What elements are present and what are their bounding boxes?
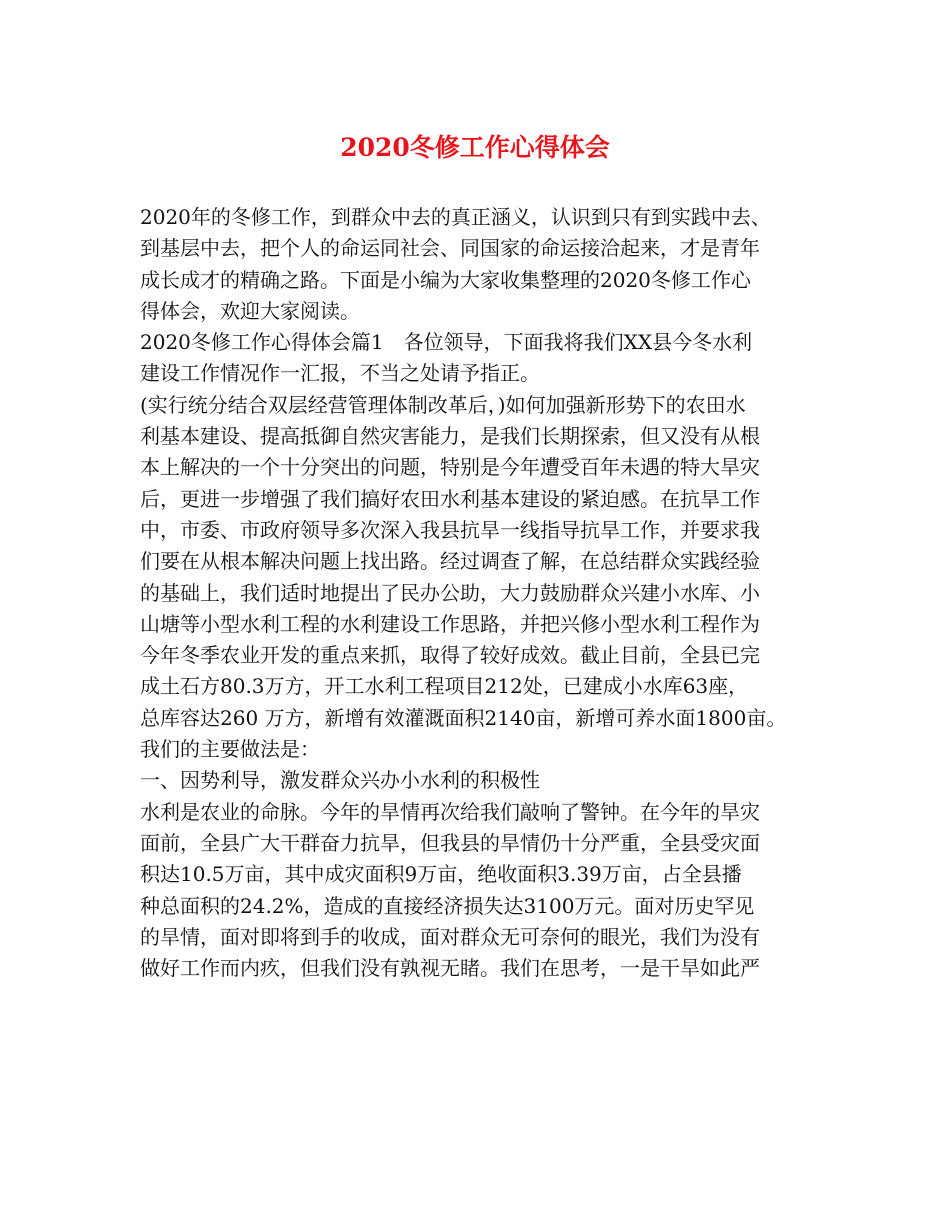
body-line: 总库容达260 万方，新增有效灌溉面积2140亩，新增可养水面1800亩。 <box>140 705 787 730</box>
body-line: 成土石方80.3万方，开工水利工程项目212处，已建成小水库63座， <box>140 674 749 699</box>
body-line: 的基础上，我们适时地提出了民办公助，大力鼓励群众兴建小水库、小 <box>140 580 760 605</box>
body-line: 到基层中去，把个人的命运同社会、同国家的命运接洽起来，才是青年 <box>140 236 760 261</box>
body-line: 得体会，欢迎大家阅读。 <box>140 298 360 323</box>
body-line: 2020冬修工作心得体会篇1 各位领导，下面我将我们XX县今冬水利 <box>140 330 753 355</box>
body-line: 2020年的冬修工作，到群众中去的真正涵义，认识到只有到实践中去、 <box>140 205 771 229</box>
body-line: 本上解决的一个十分突出的问题，特别是今年遭受百年未遇的特大旱灾 <box>140 455 760 480</box>
body-line: 一、因势利导，激发群众兴办小水利的积极性 <box>140 768 540 793</box>
body-line: 利基本建设、提高抵御自然灾害能力，是我们长期探索，但又没有从根 <box>140 424 760 449</box>
body-line: 中，市委、市政府领导多次深入我县抗旱一线指导抗旱工作，并要求我 <box>140 517 760 542</box>
body-line: 的旱情，面对即将到手的收成，面对群众无可奈何的眼光，我们为没有 <box>140 924 760 949</box>
body-line: (实行统分结合双层经营管理体制改革后，)如何加强新形势下的农田水 <box>140 392 746 417</box>
body-line: 水利是农业的命脉。今年的旱情再次给我们敲响了警钟。在今年的旱灾 <box>140 799 760 824</box>
body-line: 成长成才的精确之路。下面是小编为大家收集整理的2020冬修工作心 <box>140 267 751 292</box>
body-line: 山塘等小型水利工程的水利建设工作思路，并把兴修小型水利工程作为 <box>140 611 760 636</box>
document-body <box>140 202 830 984</box>
body-line: 面前，全县广大干群奋力抗旱，但我县的旱情仍十分严重，全县受灾面 <box>140 830 760 855</box>
document-title: 2020冬修工作心得体会 <box>340 133 610 162</box>
body-line: 积达10.5万亩，其中成灾面积9万亩，绝收面积3.39万亩，占全县播 <box>140 862 742 887</box>
body-line: 我们的主要做法是： <box>140 737 320 762</box>
body-line: 今年冬季农业开发的重点来抓，取得了较好成效。截止目前，全县已完 <box>140 643 760 668</box>
body-line: 后，更进一步增强了我们搞好农田水利基本建设的紧迫感。在抗旱工作 <box>140 486 760 511</box>
body-line: 们要在从根本解决问题上找出路。经过调查了解，在总结群众实践经验 <box>140 549 760 574</box>
body-line: 做好工作而内疚，但我们没有孰视无睹。我们在思考，一是干旱如此严 <box>140 956 760 981</box>
body-line: 建设工作情况作一汇报，不当之处请予指正。 <box>140 361 540 386</box>
body-line: 种总面积的24.2%，造成的直接经济损失达3100万元。面对历史罕见 <box>140 893 755 918</box>
